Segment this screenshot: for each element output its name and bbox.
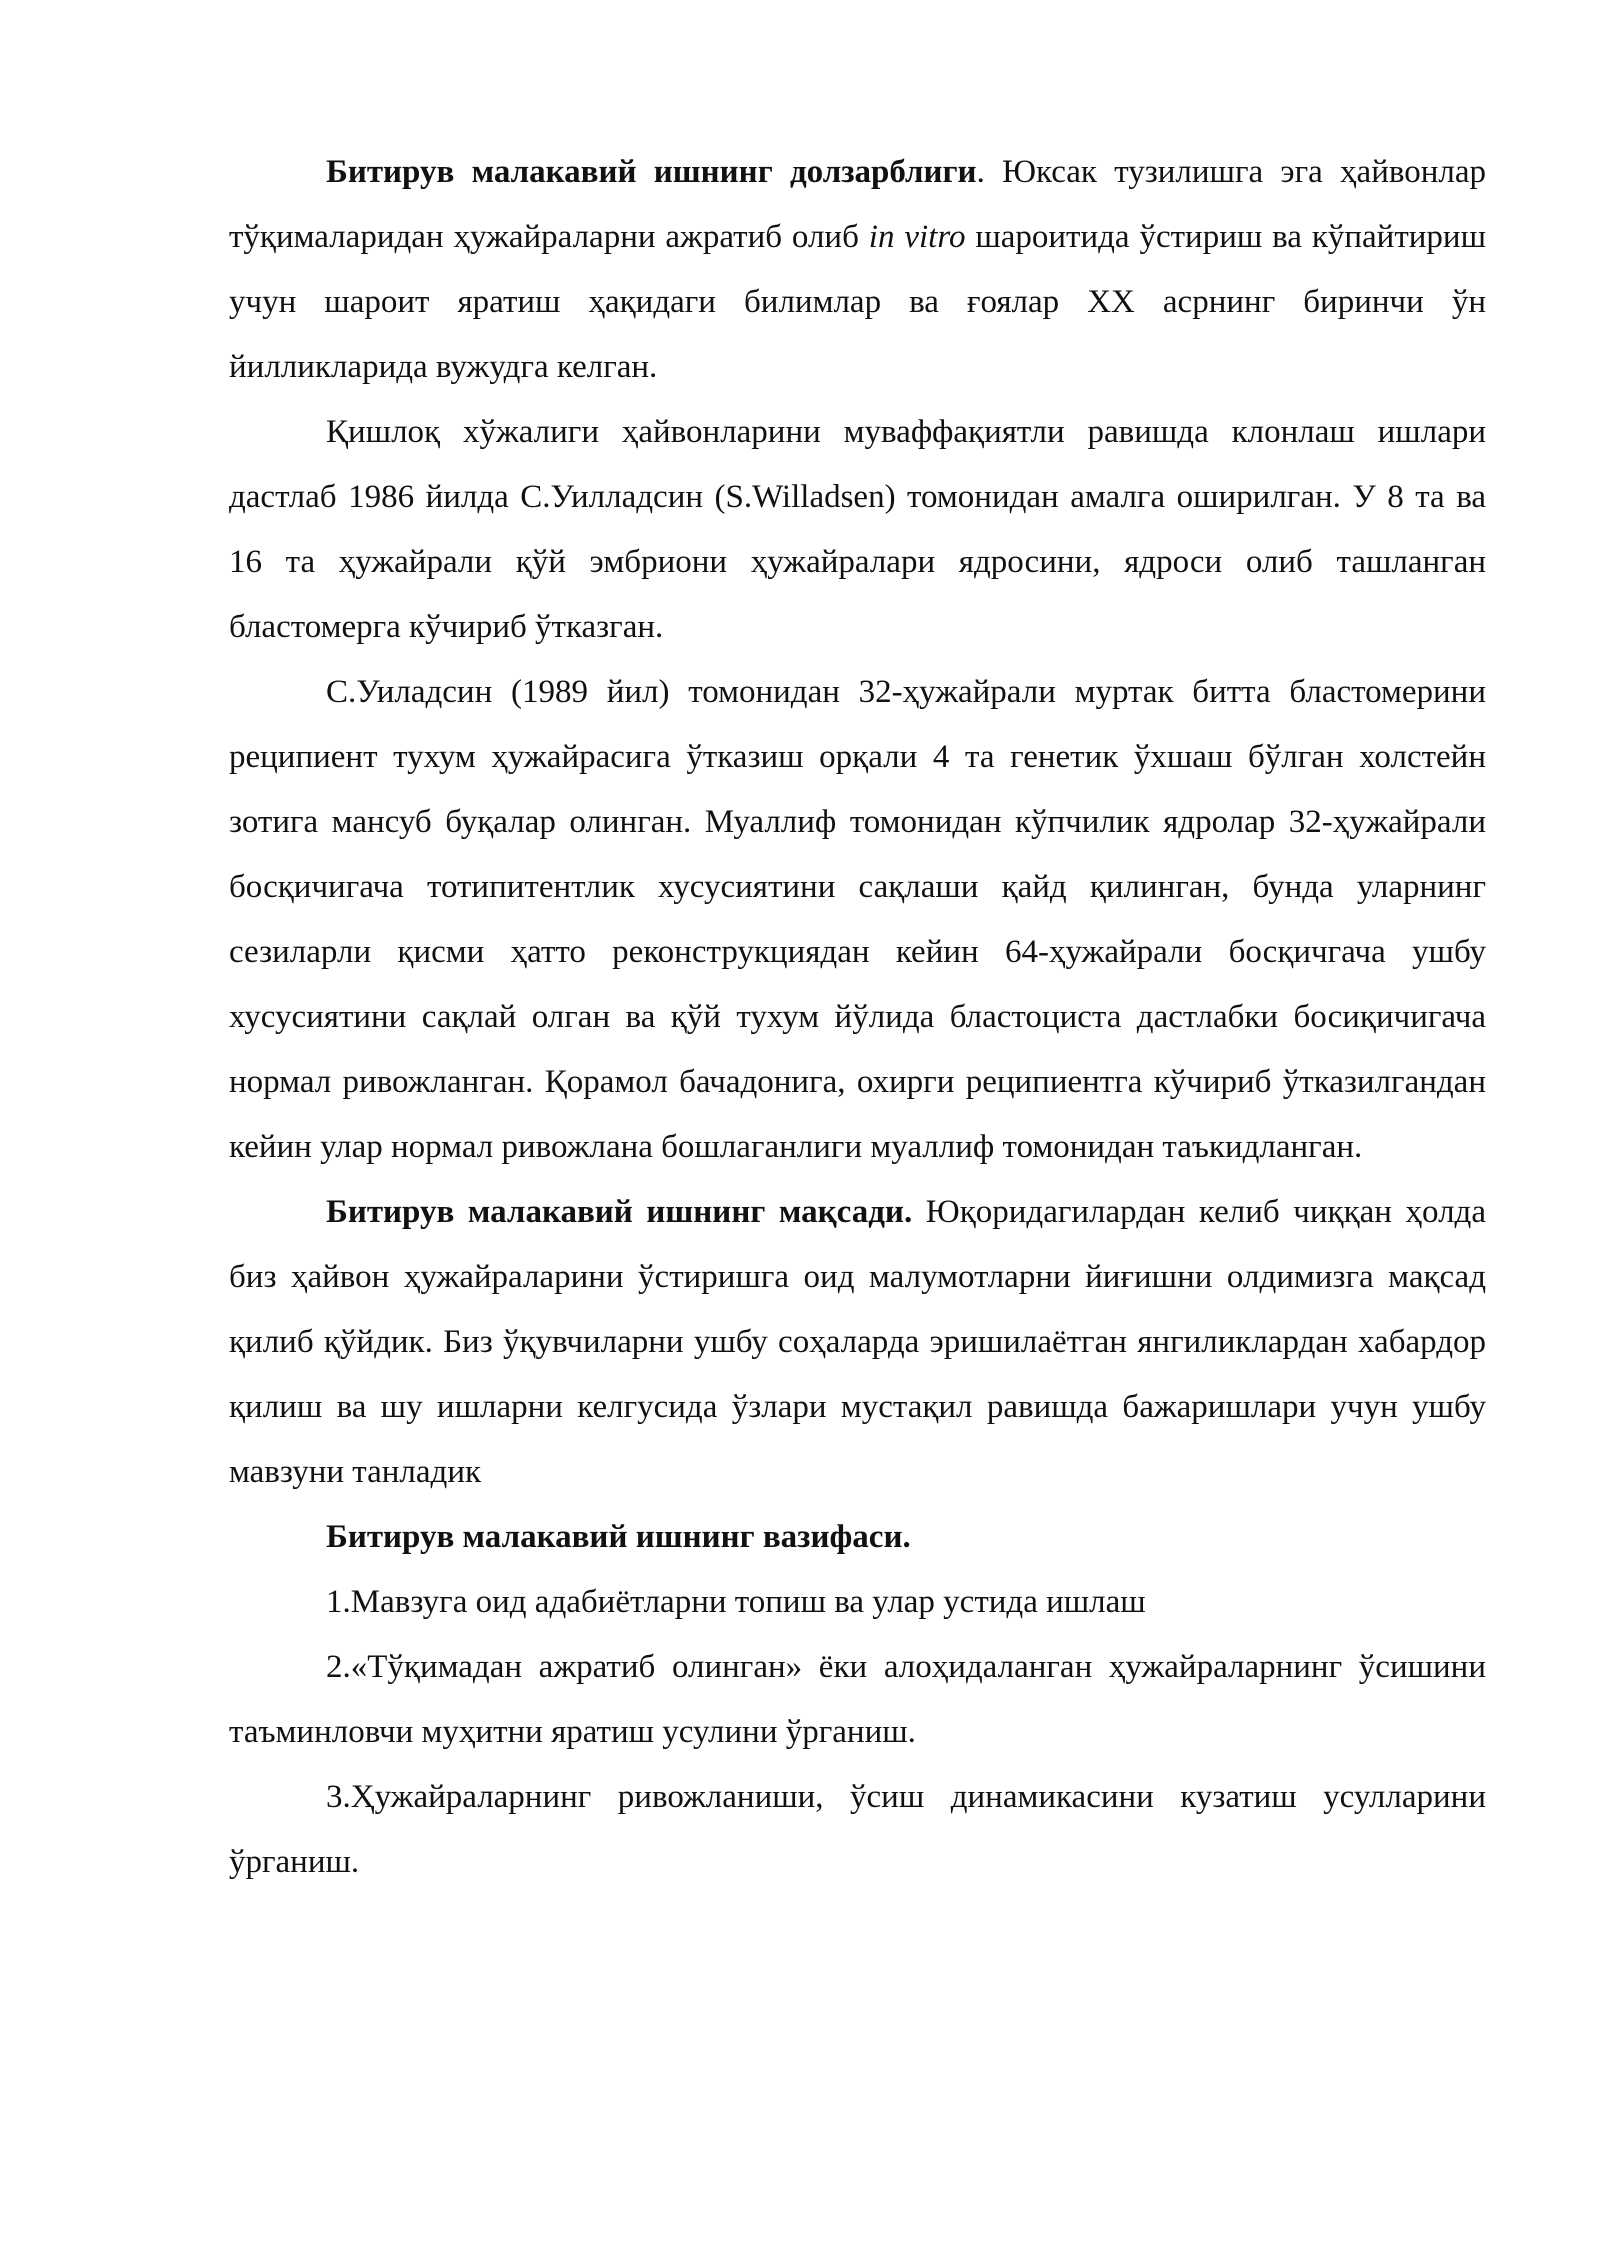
cloning-history-paragraph: Қишлоқ хўжалиги ҳайвонларини муваффақиятли равишда клонлаш ишлари дастлаб 1986 йилда С.Уилладсин (S.Willadsen) томонидан амалга оширилган. У 8 та ва 16 та ҳужайрали қўй эмбриони ҳужайралари ядросини, ядроси олиб ташланган бластомерга кўчириб ўтказган. bbox=[229, 414, 1486, 645]
relevance-text-a: Юксак тузилишга эга ҳайвонлар тўқималаридан ҳужайраларни ажратиб олиб bbox=[229, 154, 1486, 255]
goal-paragraph bbox=[229, 1180, 1486, 1505]
task-item-3: 3.Ҳужайраларнинг ривожланиши, ўсиш динамикасини кузатиш усулларини ўрганиш. bbox=[229, 1779, 1486, 1880]
task-item-2: 2.«Тўқимадан ажратиб олинган» ёки алоҳидаланган ҳужайраларнинг ўсишини таъминловчи муҳитни яратиш усулини ўрганиш. bbox=[229, 1649, 1486, 1750]
goal-heading: Битирув малакавий ишнинг мақсади. bbox=[326, 1194, 913, 1230]
willadsen-results-paragraph: С.Уиладсин (1989 йил) томонидан 32-ҳужайрали муртак битта бластомерини реципиент тухум ҳужайрасига ўтказиш орқали 4 та генетик ўхшаш бўлган холстейн зотига мансуб буқалар олинган. Муаллиф томонидан кўпчилик ядролар 32-ҳужайрали босқичигача тотипитентлик хусусиятини сақлаши қайд қилинган, бунда уларнинг сезиларли қисми ҳатто реконструкциядан кейин 64-ҳужайрали босқичгача ушбу хусусиятини сақлай олган ва қўй тухум йўлида бластоциста дастлабки босиқичигача нормал ривожланган. Қорамол бачадонига, охирги реципиентга кўчириб ўтказилгандан кейин улар нормал ривожлана бошлаганлиги муаллиф томонидан таъкидланган. bbox=[229, 674, 1486, 1165]
task-item-1: 1.Мавзуга оид адабиётларни топиш ва улар устида ишлаш bbox=[326, 1584, 1146, 1620]
relevance-paragraph bbox=[229, 140, 1486, 400]
goal-text: Юқоридагилардан келиб чиққан ҳолда биз ҳайвон ҳужайраларини ўстиришга оид малумотларни йиғишни олдимизга мақсад қилиб қўйдик. Биз ўқувчиларни ушбу соҳаларда эришилаётган янгиликлардан хабардор қилиш ва шу ишларни келгусида ўзлари мустақил равишда бажаришлари учун ушбу мавзуни танладик bbox=[229, 1194, 1486, 1490]
tasks-heading: Битирув малакавий ишнинг вазифаси. bbox=[326, 1519, 911, 1555]
relevance-heading-punct: . bbox=[976, 154, 985, 190]
document-body bbox=[229, 140, 1486, 1895]
relevance-text-b: шароитида ўстириш ва кўпайтириш учун шароит яратиш ҳақидаги билимлар ва ғоялар XX асрнинг биринчи ўн йилликларида вужудга келган. bbox=[229, 219, 1486, 385]
relevance-heading: Битирув малакавий ишнинг долзарблиги bbox=[326, 154, 977, 190]
in-vitro-term: in vitro bbox=[868, 219, 966, 255]
